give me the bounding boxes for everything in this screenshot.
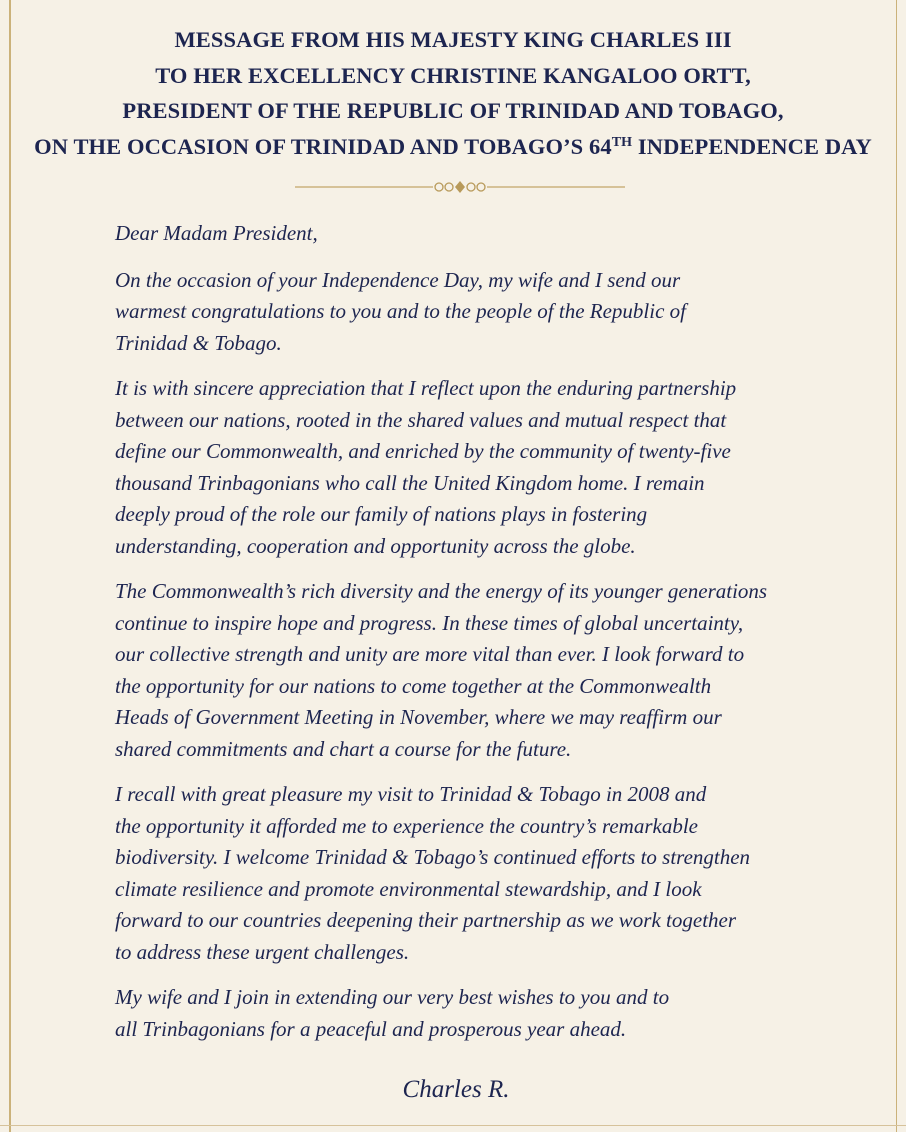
paragraph-line: Trinidad & Tobago. (115, 330, 282, 355)
frame-border-bottom (0, 1125, 906, 1126)
heading-line-1: MESSAGE FROM HIS MAJESTY KING CHARLES III (174, 27, 732, 52)
paragraph-congratulations (115, 265, 815, 360)
paragraph-line: deeply proud of the role our family of nations plays in fostering (115, 502, 648, 526)
heading-line-4-main: ON THE OCCASION OF TRINIDAD AND TOBAGO’S 64 (34, 133, 612, 159)
paragraph-line: all Trinbagonians for a peaceful and prosperous year ahead. (115, 1016, 627, 1041)
letter-heading (0, 22, 906, 164)
paragraph-line: warmest congratulations to you and to the people of the Republic of (115, 299, 687, 323)
paragraph-line: The Commonwealth’s rich diversity and the energy of its younger generations (115, 579, 768, 603)
paragraph-line: biodiversity. I welcome Trinidad & Tobago’s continued efforts to strengthen (115, 845, 751, 869)
paragraph-line: shared commitments and chart a course for the future. (115, 736, 572, 761)
heading-line-3: PRESIDENT OF THE REPUBLIC OF TRINIDAD AND TOBAGO, (122, 98, 784, 123)
signature: Charles R. (402, 1076, 510, 1103)
paragraph-partnership (115, 373, 815, 562)
frame-border-right (896, 0, 898, 1132)
paragraph-line: It is with sincere appreciation that I reflect upon the enduring partnership (115, 376, 737, 400)
paragraph-line: climate resilience and promote environmental stewardship, and I look (115, 876, 702, 901)
paragraph-line: On the occasion of your Independence Day, my wife and I send our (115, 267, 681, 292)
heading-ordinal-suffix: TH (611, 134, 633, 150)
paragraph-line: My wife and I join in extending our very best wishes to you and to (115, 985, 670, 1009)
paragraph-line: define our Commonwealth, and enriched by the community of twenty-five (115, 439, 731, 463)
paragraph-line: Heads of Government Meeting in November, where we may reaffirm our (115, 705, 722, 729)
paragraph-line: the opportunity for our nations to come together at the Commonwealth (115, 673, 712, 698)
heading-line-4 (0, 129, 906, 165)
heading-line-4-end: INDEPENDENCE DAY (632, 133, 872, 159)
ornamental-divider-icon (295, 180, 625, 194)
paragraph-best-wishes (115, 982, 815, 1045)
paragraph-line: the opportunity it afforded me to experience the country’s remarkable (115, 813, 698, 838)
paragraph-line: forward to our countries deepening their partnership as we work together (115, 908, 737, 932)
heading-line-2: TO HER EXCELLENCY CHRISTINE KANGALOO ORTT, (155, 62, 751, 88)
paragraph-line: continue to inspire hope and progress. In these times of global uncertainty, (115, 610, 744, 635)
letter-body (115, 218, 815, 1059)
paragraph-line: I recall with great pleasure my visit to Trinidad & Tobago in 2008 and (115, 782, 707, 806)
paragraph-visit (115, 779, 815, 968)
paragraph-line: our collective strength and unity are more vital than ever. I look forward to (115, 642, 745, 666)
salutation-text: Dear Madam President, (115, 221, 318, 245)
paragraph-line: between our nations, rooted in the shared values and mutual respect that (115, 407, 727, 432)
frame-border-left (9, 0, 11, 1132)
paragraph-commonwealth (115, 576, 815, 765)
paragraph-line: to address these urgent challenges. (115, 939, 410, 964)
salutation (115, 218, 815, 250)
paragraph-line: thousand Trinbagonians who call the United Kingdom home. I remain (115, 470, 705, 495)
paragraph-line: understanding, cooperation and opportunity across the globe. (115, 533, 636, 558)
